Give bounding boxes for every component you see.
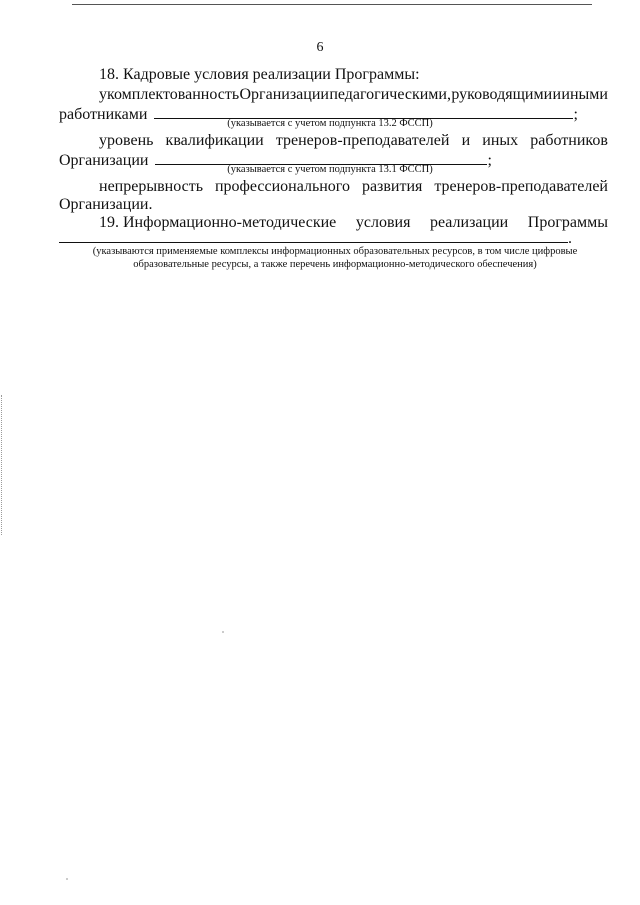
scan-top-border: [72, 4, 592, 5]
qualification-word: работников: [530, 132, 608, 149]
scan-speck: [66, 878, 68, 880]
staffing-note: (указывается с учетом подпункта 13.2 ФССП): [227, 118, 433, 129]
section-19-word: 19. Информационно-методические: [99, 214, 337, 231]
staffing-word: и: [552, 86, 562, 103]
section-18-heading: 18. Кадровые условия реализации Программы:: [99, 66, 420, 83]
qualification-word: иных: [482, 132, 519, 149]
qualification-note: (указывается с учетом подпункта 13.1 ФССП): [227, 164, 433, 175]
development-line-2: Организации.: [59, 196, 153, 213]
section-19-end: .: [568, 230, 572, 247]
scan-left-edge: [1, 395, 2, 535]
development-word: развития: [361, 178, 423, 195]
scan-speck: [222, 631, 224, 633]
page-number: 6: [316, 40, 324, 55]
staffing-word: Организации: [239, 86, 329, 103]
development-word: тренеров-преподавателей: [434, 178, 608, 195]
qualification-word: и: [461, 132, 471, 149]
qualification-end: ;: [487, 152, 492, 169]
qualification-word: тренеров-преподавателей: [275, 132, 450, 149]
qualification-line: [99, 132, 608, 150]
section-19-note-line-2: образовательные ресурсы, а также перечень информационно-методического обеспечения): [133, 259, 537, 270]
section-19-word: Программы: [527, 214, 608, 231]
staffing-blank[interactable]: [154, 105, 573, 119]
staffing-word: педагогическими,: [329, 86, 451, 103]
qualification-word: квалификации: [165, 132, 264, 149]
development-line: [99, 178, 608, 196]
qualification-word: уровень: [99, 132, 154, 149]
section-19-blank[interactable]: [59, 229, 568, 243]
staffing-end: ;: [573, 106, 578, 123]
qualification-label: Организации: [59, 152, 149, 169]
section-19-word: реализации: [430, 214, 509, 231]
staffing-line: [99, 86, 608, 104]
section-19-word: условия: [355, 214, 411, 231]
staffing-word: иными: [561, 86, 608, 103]
staffing-label: работниками: [59, 106, 148, 123]
development-word: непрерывность: [99, 178, 203, 195]
staffing-word: укомплектованность: [99, 86, 240, 103]
staffing-word: руководящими: [451, 86, 553, 103]
qualification-blank[interactable]: [155, 151, 487, 165]
section-19-note-line-1: (указываются применяемые комплексы информационных образовательных ресурсов, в том числе цифровые: [92, 246, 578, 257]
development-word: профессионального: [214, 178, 350, 195]
